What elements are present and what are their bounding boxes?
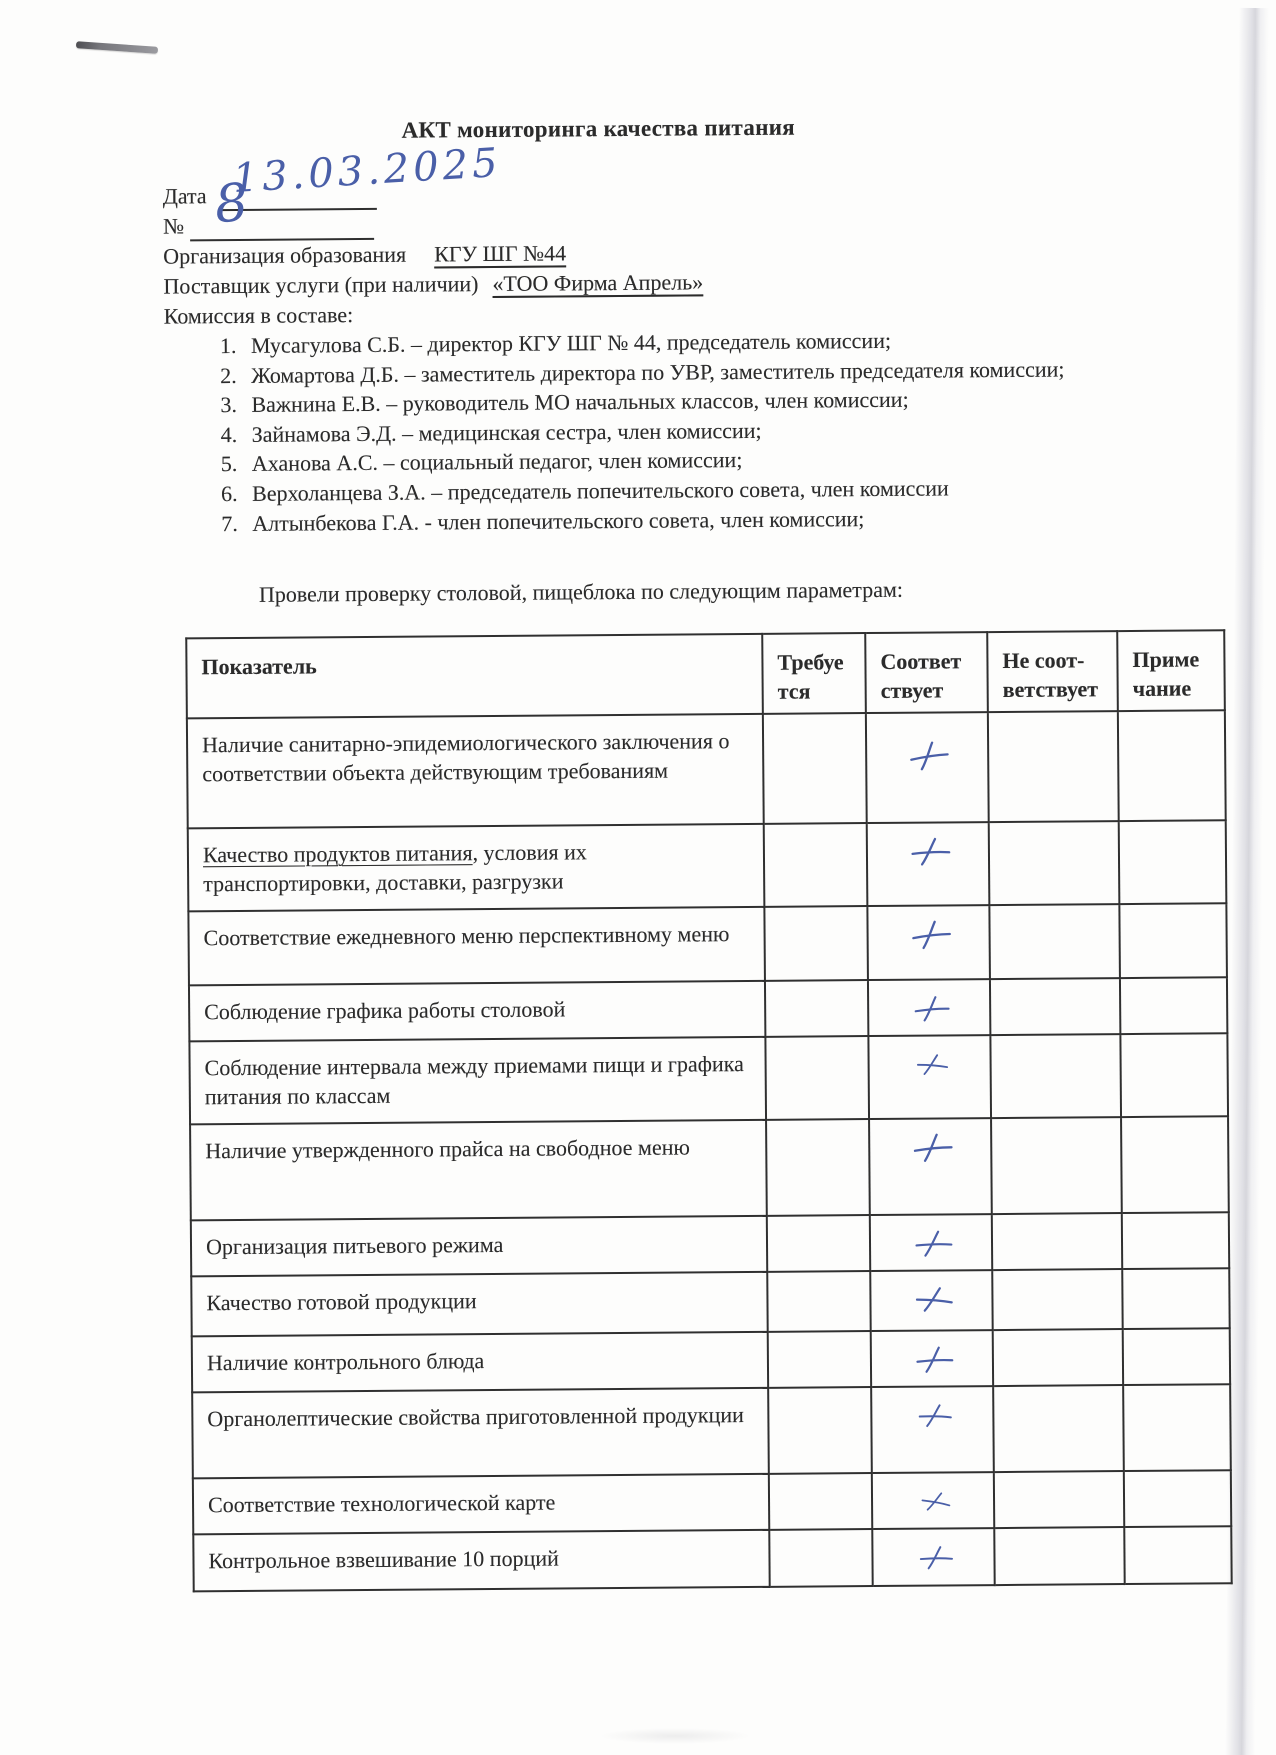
handwritten-plus-mark xyxy=(908,1128,959,1168)
column-header-note: Приме чание xyxy=(1117,630,1225,711)
table-row xyxy=(192,1384,1231,1478)
indicator-cell: Организация питьевого режима xyxy=(191,1216,767,1277)
complies-cell xyxy=(866,712,989,823)
note-cell xyxy=(1118,710,1226,821)
complies-cell xyxy=(867,905,990,980)
inspection-table xyxy=(185,629,1232,1592)
handwritten-plus-mark xyxy=(905,831,958,874)
required-cell xyxy=(767,1215,870,1272)
indicator-cell: Качество готовой продукции xyxy=(191,1272,767,1337)
handwritten-plus-mark xyxy=(909,991,956,1028)
handwritten-plus-mark xyxy=(906,916,957,956)
indicator-cell: Органолептические свойства приготовленной продукции xyxy=(192,1388,769,1479)
indicator-cell: Соблюдение интервала между приемами пищи и графика питания по классам xyxy=(189,1037,766,1125)
organization-label: Организация образования xyxy=(163,241,407,269)
complies-cell xyxy=(871,1330,993,1387)
intro-paragraph: Провели проверку столовой, пищеблока по следующим параметрам: xyxy=(258,576,904,607)
organization-value: КГУ ШГ №44 xyxy=(434,240,567,267)
not-complies-cell xyxy=(988,711,1119,822)
date-label: Дата xyxy=(162,183,207,209)
note-cell xyxy=(1120,977,1227,1034)
required-cell xyxy=(764,906,868,981)
not-complies-cell xyxy=(993,1385,1124,1472)
indicator-cell: Качество продуктов питания, условия их транспортировки, доставки, разгрузки xyxy=(188,824,765,912)
note-cell xyxy=(1123,1384,1231,1471)
commission-member: 5. Аханова А.С. – социальный педагог, член комиссии; xyxy=(243,442,1135,479)
commission-list xyxy=(164,324,1136,539)
indicator-cell: Соблюдение графика работы столовой xyxy=(189,981,765,1042)
complies-cell xyxy=(872,1472,994,1529)
commission-member: 6. Верхоланцева З.А. – председатель попечительского совета, член комиссии xyxy=(243,472,1135,509)
required-cell xyxy=(763,713,867,824)
complies-cell xyxy=(868,979,990,1036)
handwritten-plus-mark xyxy=(912,1397,958,1436)
complies-cell xyxy=(870,1270,992,1331)
required-cell xyxy=(765,980,868,1037)
complies-cell xyxy=(871,1386,994,1473)
table-row xyxy=(193,1526,1231,1591)
note-cell xyxy=(1122,1212,1229,1269)
note-cell xyxy=(1121,1116,1229,1213)
required-cell xyxy=(764,823,868,907)
not-complies-cell xyxy=(990,978,1120,1035)
complies-cell xyxy=(870,1214,992,1271)
indicator-cell: Наличие утвержденного прайса на свободное меню xyxy=(190,1120,767,1221)
not-complies-cell xyxy=(991,1117,1122,1214)
number-label: № xyxy=(162,213,185,239)
not-complies-cell xyxy=(989,904,1120,979)
not-complies-cell xyxy=(994,1471,1124,1528)
column-header-required: Требуе тся xyxy=(762,633,866,714)
table-row xyxy=(189,977,1227,1041)
commission-member: 4. Зайнамова Э.Д. – медицинская сестра, член комиссии; xyxy=(243,413,1135,450)
header-fields xyxy=(162,139,1232,331)
not-complies-cell xyxy=(994,1527,1124,1585)
required-cell xyxy=(769,1529,872,1587)
not-complies-cell xyxy=(990,1034,1121,1118)
column-header-complies: Соответ ствует xyxy=(865,632,988,713)
handwritten-plus-mark xyxy=(905,738,955,776)
column-header-indicator: Показатель xyxy=(186,634,763,719)
handwritten-plus-mark xyxy=(908,1278,961,1323)
commission-heading: Комиссия в составе: xyxy=(163,302,354,329)
required-cell xyxy=(768,1331,871,1388)
note-cell xyxy=(1123,1328,1230,1385)
required-cell xyxy=(768,1387,872,1474)
handwritten-plus-mark xyxy=(914,1540,960,1578)
required-cell xyxy=(767,1271,870,1332)
not-complies-cell xyxy=(992,1269,1122,1330)
required-cell xyxy=(769,1473,872,1530)
number-underline xyxy=(190,214,374,241)
table-row xyxy=(187,710,1226,828)
table-row xyxy=(188,903,1227,985)
not-complies-cell xyxy=(989,821,1120,905)
date-underline xyxy=(219,184,377,211)
handwritten-plus-mark xyxy=(914,1484,957,1522)
commission-member: 7. Алтынбекова Г.А. - член попечительского совета, член комиссии; xyxy=(243,502,1135,539)
page-title: АКТ мониторинга качества питания xyxy=(401,114,796,143)
indicator-cell: Наличие санитарно-эпидемиологического заключения о соответствии объекта действующим требованиям xyxy=(187,714,764,829)
complies-cell xyxy=(867,822,990,906)
supplier-value: «ТОО Фирма Апрель» xyxy=(492,269,704,296)
table-row xyxy=(188,820,1227,911)
column-header-not-complies: Не соот- ветствует xyxy=(987,631,1118,712)
handwritten-plus-mark xyxy=(910,1340,960,1381)
note-cell xyxy=(1120,1033,1228,1117)
commission-member: 1. Мусагулова С.Б. – директор КГУ ШГ № 44, председатель комиссии; xyxy=(242,324,1134,361)
handwritten-number-value: 8 xyxy=(212,172,251,236)
not-complies-cell xyxy=(992,1213,1122,1270)
commission-member: 3. Важнина Е.В. – руководитель МО начальных классов, член комиссии; xyxy=(242,383,1134,420)
table-row xyxy=(191,1212,1229,1276)
table-row xyxy=(193,1470,1231,1534)
table-row xyxy=(189,1033,1228,1124)
indicator-cell: Соответствие технологической карте xyxy=(193,1474,769,1535)
indicator-cell: Контрольное взвешивание 10 порций xyxy=(193,1530,769,1592)
complies-cell xyxy=(872,1528,994,1586)
supplier-label: Поставщик услуги (при наличии) xyxy=(163,271,479,299)
note-cell xyxy=(1122,1268,1229,1329)
note-cell xyxy=(1119,820,1227,904)
required-cell xyxy=(766,1119,870,1216)
complies-cell xyxy=(869,1118,992,1215)
handwritten-plus-mark xyxy=(909,1224,960,1265)
note-cell xyxy=(1124,1526,1231,1584)
handwritten-plus-mark xyxy=(910,1047,955,1085)
indicator-cell: Соответствие ежедневного меню перспективному меню xyxy=(188,907,765,986)
note-cell xyxy=(1124,1470,1231,1527)
not-complies-cell xyxy=(993,1329,1123,1386)
table-header-row xyxy=(186,630,1225,718)
table-row xyxy=(190,1116,1229,1220)
note-cell xyxy=(1119,903,1227,978)
commission-member: 2. Жомартова Д.Б. – заместитель директора по УВР, заместитель председателя комиссии; xyxy=(242,354,1134,391)
table-row xyxy=(192,1328,1230,1392)
table-row xyxy=(191,1268,1229,1336)
indicator-cell: Наличие контрольного блюда xyxy=(192,1332,768,1393)
handwritten-date-value: 13.03.2025 xyxy=(231,139,503,203)
complies-cell xyxy=(868,1035,991,1119)
required-cell xyxy=(765,1036,869,1120)
